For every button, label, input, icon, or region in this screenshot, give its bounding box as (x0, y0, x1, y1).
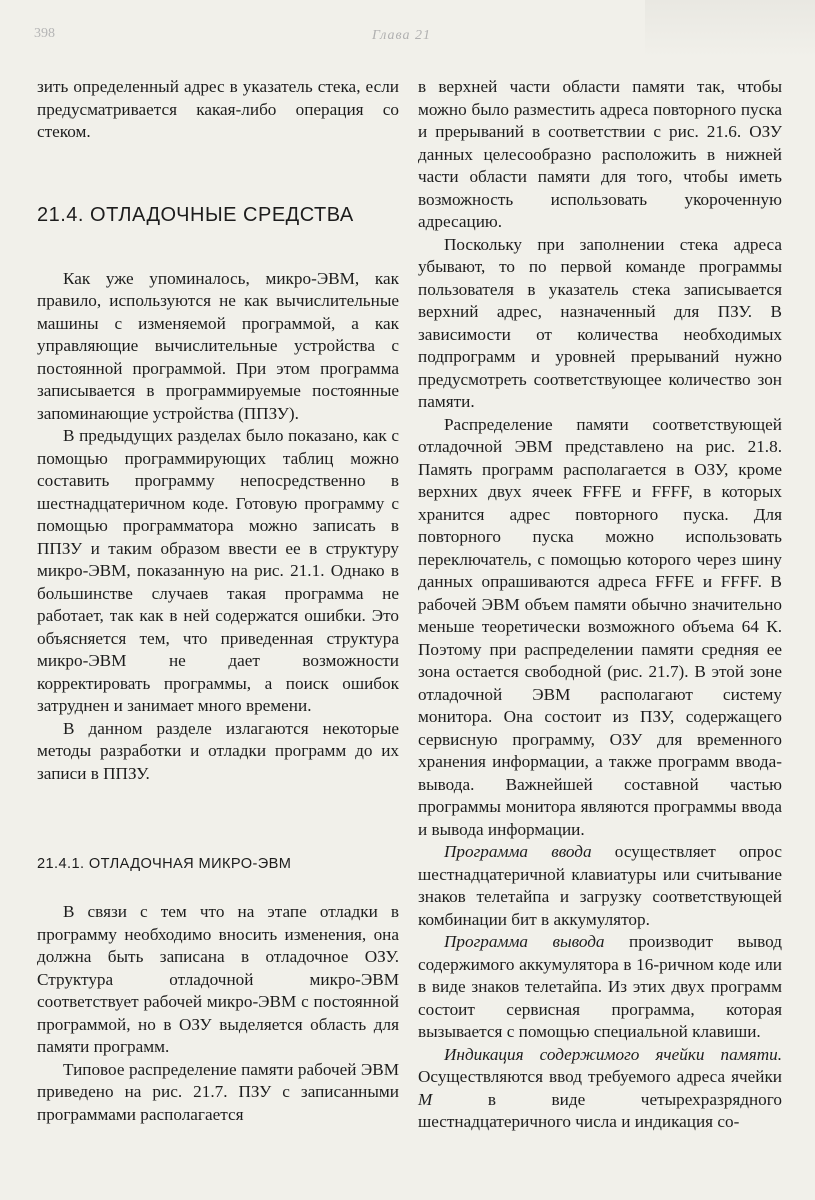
page-corner-shade (645, 0, 815, 58)
section-heading: 21.4. ОТЛАДОЧНЫЕ СРЕДСТВА (37, 203, 354, 226)
page-number: 398 (34, 26, 55, 41)
term-output-program: Программа вывода (444, 932, 605, 951)
subsection-heading: 21.4.1. ОТЛАДОЧНАЯ МИКРО-ЭВМ (37, 856, 292, 872)
right-column (418, 76, 782, 1134)
paragraph-text: в виде четырехразрядного шестнадцатеричного числа и индикация со- (418, 1089, 782, 1131)
paragraph (418, 931, 782, 1044)
paragraph-text: производит вывод содержимого аккумулятора в 16-ричном коде или в виде знаков телетайпа. Из этих двух программ состоит сервисная программа, которая вызывается с помощью специальной клавиши. (418, 932, 782, 1041)
term-memory-display: Индикация содержимого ячейки памяти. (444, 1044, 782, 1064)
paragraph: Распределение памяти соответствующей отладочной ЭВМ представлено на рис. 21.8. Память программ располагается в ОЗУ, кроме верхних двух ячеек FFFE и FFFF, в которых хранится адрес повторного пуска. Для повторного пуска можно использовать переключатель, с помощью которого через шину данных опрашиваются адреса FFFE и FFFF. В рабочей ЭВМ объем памяти обычно значительно меньше теоретически возможного объема 64 К. Поэтому при распределении памяти средняя ее зона остается свободной (рис. 21.7). В этой зоне отладочной ЭВМ располагают систему монитора. Она состоит из ПЗУ, содержащего сервисную программу, ОЗУ для временного хранения информации, а также программ ввода-вывода. Важнейшей составной частью программы монитора являются программы ввода и вывода информации. (418, 414, 782, 839)
paragraph: В данном разделе излагаются некоторые методы разработки и отладки программ до их записи в ППЗУ. (37, 718, 399, 783)
paragraph (418, 1044, 782, 1134)
left-column (37, 76, 399, 1126)
paragraph: Типовое распределение памяти рабочей ЭВМ приведено на рис. 21.7. ПЗУ с записанными программами располагается (37, 1059, 399, 1124)
term-input-program: Программа ввода (444, 842, 592, 861)
paragraph-text: Осуществляются ввод требуемого адреса ячейки (418, 1067, 782, 1086)
paragraph: В связи с тем что на этапе отладки в программу необходимо вносить изменения, она должна быть записана в отладочное ОЗУ. Структура отладочной микро-ЭВМ соответствует рабочей микро-ЭВМ с постоянной программой, но в ОЗУ выделяется область для памяти программ. (37, 902, 399, 1056)
variable-m: M (418, 1089, 433, 1109)
paragraph: В предыдущих разделах было показано, как с помощью программирующих таблиц можно составить программу непосредственно в шестнадцатеричном коде. Готовую программу с помощью программатора можно записать в ППЗУ и таким образом ввести ее в структуру микро-ЭВМ, показанную на рис. 21.1. Однако в большинстве случаев такая программа не работает, так как в ней содержатся ошибки. Это объясняется тем, что приведенная структура микро-ЭВМ не дает возможности корректировать программы, а поиск ошибок затруднен и занимает много времени. (37, 426, 399, 715)
paragraph-text: осуществляет опрос шестнадцатеричной клавиатуры или считывание знаков телетайпа и загрузку соответствующей комбинации бит в аккумулятор. (418, 842, 783, 929)
running-head: Глава 21 (372, 28, 431, 43)
paragraph: Как уже упоминалось, микро-ЭВМ, как правило, используются не как вычислительные машины с изменяемой программой, а как управляющие вычислительные устройства с постоянной программой. При этом программа записывается в программируемые постоянные запоминающие устройства (ППЗУ). (37, 268, 399, 423)
paragraph (418, 841, 782, 931)
paragraph: Поскольку при заполнении стека адреса убывают, то по первой команде программы пользователя в указатель стека записывается верхний адрес, назначенный для ПЗУ. В зависимости от количества необходимых подпрограмм и уровней прерываний нужно предусмотреть соответствующее количество зон памяти. (418, 234, 782, 411)
paragraph: в верхней части области памяти так, чтобы можно было разместить адреса повторного пуска и прерываний в соответствии с рис. 21.6. ОЗУ данных целесообразно расположить в нижней части области памяти для того, чтобы иметь возможность использовать укороченную адресацию. (418, 77, 782, 231)
paragraph: зить определенный адрес в указатель стека, если предусматривается какая-либо операция со стеком. (37, 77, 399, 141)
